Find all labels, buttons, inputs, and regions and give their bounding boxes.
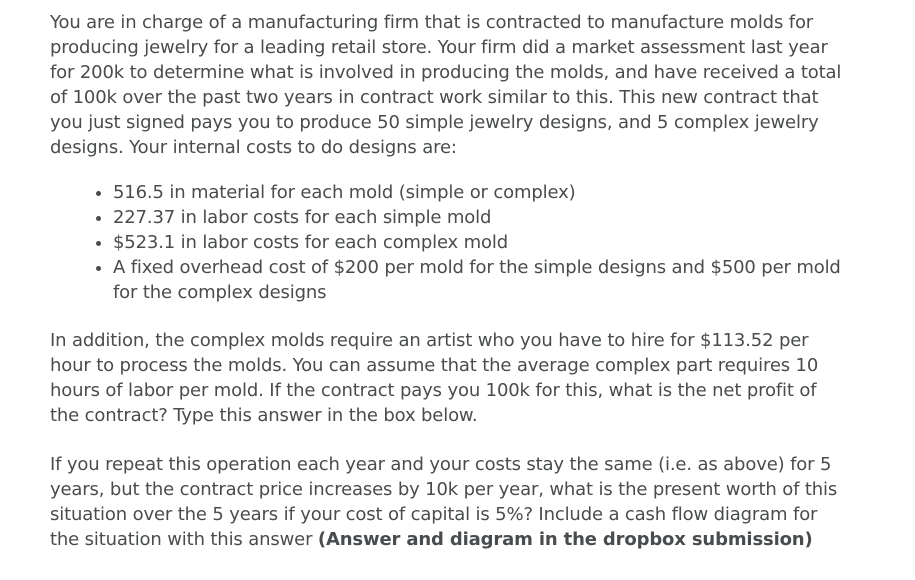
cost-list-item-complex-labor: • $523.1 in labor costs for each complex mold [113,230,853,255]
net-profit-question: In addition, the complex molds require an artist who you have to hire for $113.52 per hour to process the molds. You can assume that the average complex part requires 10 hours of labor per mold. If the contract pays you 100k for this, what is the net profit of the contract? Type this answer in the box below. [50,330,819,426]
intro-paragraph: You are in charge of a manufacturing firm that is contracted to manufacture molds for producing jewelry for a leading retail store. Your firm did a market assessment last year for 200k to determine what is involved in producing the molds, and have received a total of 100k over the past two years in contract work similar to this. This new contract that you just signed pays you to produce 50 simple jewelry designs, and 5 complex jewelry designs. Your internal costs to do designs are: [50,12,842,158]
cost-list [50,180,853,305]
cost-list-item-overhead: • A fixed overhead cost of $200 per mold for the simple designs and $500 per mold for the complex designs [113,255,853,305]
present-worth-question-text: If you repeat this operation each year and your costs stay the same (i.e. as above) for 5 years, but the contract price increases by 10k per year, what is the present worth of this situation over the 5 years if your cost of capital is 5%? Include a cash flow diagram for the situation with this answer [50,454,838,550]
cost-list-item-simple-labor: • 227.37 in labor costs for each simple mold [113,205,853,230]
dropbox-instruction: (Answer and diagram in the dropbox submission) [317,529,813,550]
cost-list-item-material: • 516.5 in material for each mold (simple or complex) [113,180,853,205]
present-worth-question [50,452,850,552]
